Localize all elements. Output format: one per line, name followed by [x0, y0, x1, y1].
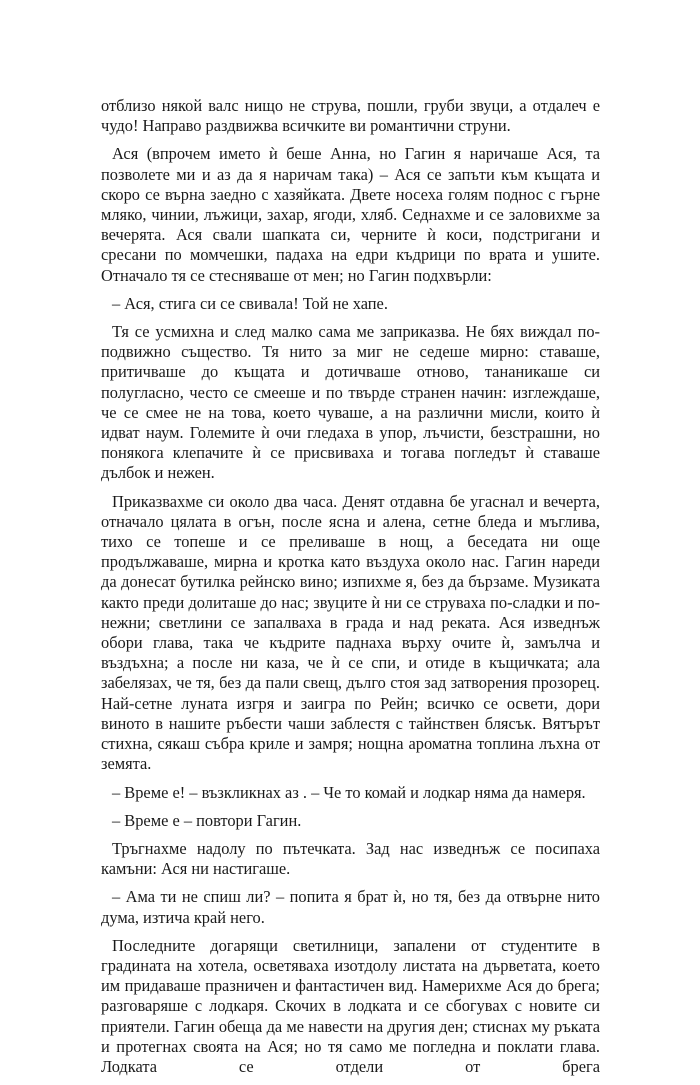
paragraph: Приказвахме си около два часа. Денят отдавна бе угаснал и вечерта, отначало цялата в огън, после ясна и алена, сетне бледа и мъглива, тихо се топеше и се преливаше в нощ, а беседата ни още продължаваше, мирна и кротка като въздуха около нас. Гагин нареди да донесат бутилка рейнско вино; изпихме я, без да бързаме. Музиката както преди долиташе до нас; звуците ѝ ни се струваха по-сладки и по-нежни; светлини се запалваха в града и над реката. Ася изведнъж обори глава, така че къдрите паднаха върху очите ѝ, замълча и въздъхна; а после ни каза, че ѝ се спи, и отиде в къщичката; ала забелязах, че тя, без да пали свещ, дълго стоя зад затворения прозорец. Най-сетне луната изгря и заигра по Рейн; всичко се освети, дори виното в нашите ръбести чаши заблестя с тайнствен блясък. Вятърът стихна, сякаш събра криле и замря; нощна ароматна топлина лъхна от земята.	[101, 491, 600, 774]
paragraph: Ася (впрочем името ѝ беше Анна, но Гагин я наричаше Ася, та позволете ми и аз да я наричам така) – Ася се запъти към къщата и скоро се върна заедно с хазяйката. Двете носеха голям поднос с гърне мляко, чинии, лъжици, захар, ягоди, хляб. Седнахме и се заловихме за вечерята. Ася свали шапката си, черните ѝ коси, подстригани и сресани по момчешки, падаха на едри къдрици по врата и ушите. Отначало тя се стесняваше от мен; но Гагин подхвърли:	[101, 144, 600, 285]
paragraph: Тя се усмихна и след малко сама ме заприказва. Не бях виждал по-подвижно същество. Тя нито за миг не седеше мирно: ставаше, притичваше до къщата и дотичваше отново, тананикаше си полугласно, често се смееше и по твърде странен начин: изглеждаше, че се смее не на това, което чуваше, а на различни мисли, които ѝ идват наум. Големите ѝ очи гледаха в упор, лъчисти, безстрашни, но понякога клепачите ѝ се присвиваха и тогава погледът ѝ ставаше дълбок и нежен.	[101, 322, 600, 483]
dialogue-line: – Време е – повтори Гагин.	[112, 810, 302, 830]
paragraph: отблизо някой валс нищо не струва, пошли, груби звуци, а отдалеч е чудо! Направо раздвижва всичките ви романтични струни.	[101, 96, 600, 136]
dialogue-line: – Време е! – възкликнах аз . – Че то комай и лодкар няма да намеря.	[112, 782, 586, 802]
paragraph: Тръгнахме надолу по пътечката. Зад нас изведнъж се посипаха камъни: Ася ни настигаше.	[101, 838, 600, 879]
paragraph: Последните догарящи светилници, запалени от студентите в градината на хотела, осветяваха изотдолу листата на дърветата, което им придаваше празничен и фантастичен вид. Намерихме Ася до брега; разговаряше с лодкаря. Скочих в лодката и се сбогувах с новите си приятели. Гагин обеща да ме навести на другия ден; стиснах му ръката и протегнах своята на Ася; но тя само ме погледна и поклати глава. Лодката се отдели от брега	[101, 935, 600, 1076]
page-text	[101, 96, 600, 1085]
dialogue-line: – Ама ти не спиш ли? – попита я брат ѝ, но тя, без да отвърне нито дума, изтича край него.	[101, 887, 600, 927]
dialogue-line: – Ася, стига си се свивала! Той не хапе.	[112, 293, 388, 313]
